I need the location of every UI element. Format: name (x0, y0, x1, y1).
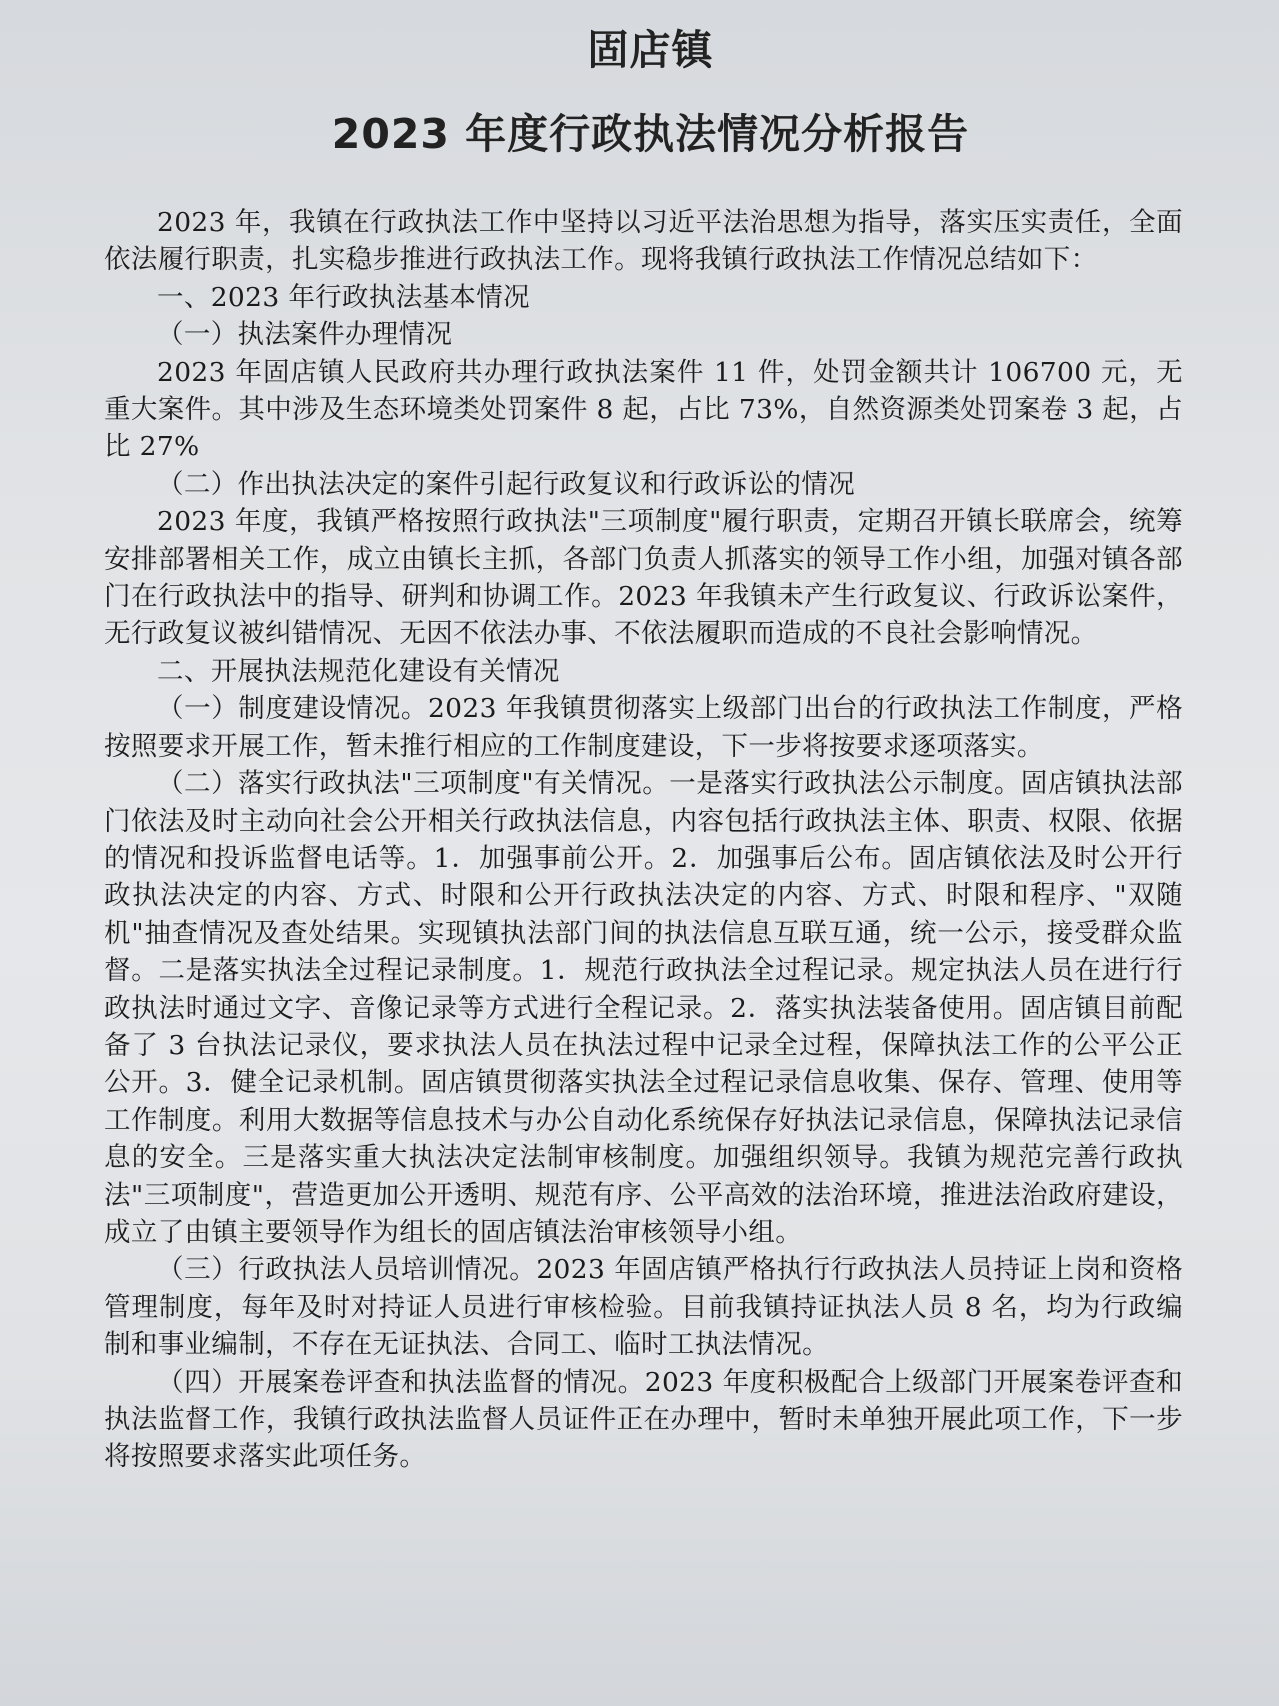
document-title-town: 固店镇 (587, 26, 714, 74)
paragraph-staff-training: （三）行政执法人员培训情况。2023 年固店镇严格执行行政执法人员持证上岗和资格管理制度，每年及时对持证人员进行审核检验。目前我镇持证执法人员 8 名，均为行政编制和事业编制，不存在无证执法、合同工、临时工执法情况。 (104, 1254, 1183, 1361)
subsection-heading-1-1: （一）执法案件办理情况 (157, 319, 453, 351)
subsection-heading-1-2: （二）作出执法决定的案件引起行政复议和行政诉讼的情况 (157, 468, 856, 500)
paragraph-review-litigation: 2023 年度，我镇严格按照行政执法"三项制度"履行职责，定期召开镇长联席会，统筹安排部署相关工作，成立由镇长主抓，各部门负责人抓落实的领导工作小组，加强对镇各部门在行政执法中的指导、研判和协调工作。2023 年我镇未产生行政复议、行政诉讼案件，无行政复议被纠错情况、无因不依法办事、不依法履职而造成的不良社会影响情况。 (104, 506, 1183, 650)
document-title-report: 2023 年度行政执法情况分析报告 (331, 110, 970, 158)
paragraph-case-review: （四）开展案卷评查和执法监督的情况。2023 年度积极配合上级部门开展案卷评查和执法监督工作，我镇行政执法监督人员证件正在办理中，暂时未单独开展此项工作，下一步将按照要求落实此项任务。 (104, 1366, 1183, 1473)
intro-paragraph: 2023 年，我镇在行政执法工作中坚持以习近平法治思想为指导，落实压实责任，全面依法履行职责，扎实稳步推进行政执法工作。现将我镇行政执法工作情况总结如下： (104, 207, 1183, 276)
paragraph-three-systems: （二）落实行政执法"三项制度"有关情况。一是落实行政执法公示制度。固店镇执法部门依法及时主动向社会公开相关行政执法信息，内容包括行政执法主体、职责、权限、依据的情况和投诉监督电话等。1．加强事前公开。2．加强事后公布。固店镇依法及时公开行政执法决定的内容、方式、时限和公开行政执法决定的内容、方式、时限和程序、"双随机"抽查情况及查处结果。实现镇执法部门间的执法信息互联互通，统一公示，接受群众监督。二是落实执法全过程记录制度。1．规范行政执法全过程记录。规定执法人员在进行行政执法时通过文字、音像记录等方式进行全程记录。2．落实执法装备使用。固店镇目前配备了 3 台执法记录仪，要求执法人员在执法过程中记录全过程，保障执法工作的公平公正公开。3．健全记录机制。固店镇贯彻落实执法全过程记录信息收集、保存、管理、使用等工作制度。利用大数据等信息技术与办公自动化系统保存好执法记录信息，保障执法记录信息的安全。三是落实重大执法决定法制审核制度。加强组织领导。我镇为规范完善行政执法"三项制度"，营造更加公开透明、规范有序、公平高效的法治环境，推进法治政府建设，成立了由镇主要领导作为组长的固店镇法治审核领导小组。 (104, 768, 1183, 1248)
paragraph-system-building: （一）制度建设情况。2023 年我镇贯彻落实上级部门出台的行政执法工作制度，严格按照要求开展工作，暂未推行相应的工作制度建设，下一步将按要求逐项落实。 (104, 693, 1183, 762)
document-body (104, 204, 1183, 1476)
paragraph-case-handling: 2023 年固店镇人民政府共办理行政执法案件 11 件，处罚金额共计 106700 元，无重大案件。其中涉及生态环境类处罚案件 8 起，占比 73%，自然资源类处罚案卷 3 起，占比 27% (104, 356, 1183, 463)
section-heading-1: 一、2023 年行政执法基本情况 (157, 281, 530, 313)
section-heading-2: 二、开展执法规范化建设有关情况 (157, 655, 560, 687)
